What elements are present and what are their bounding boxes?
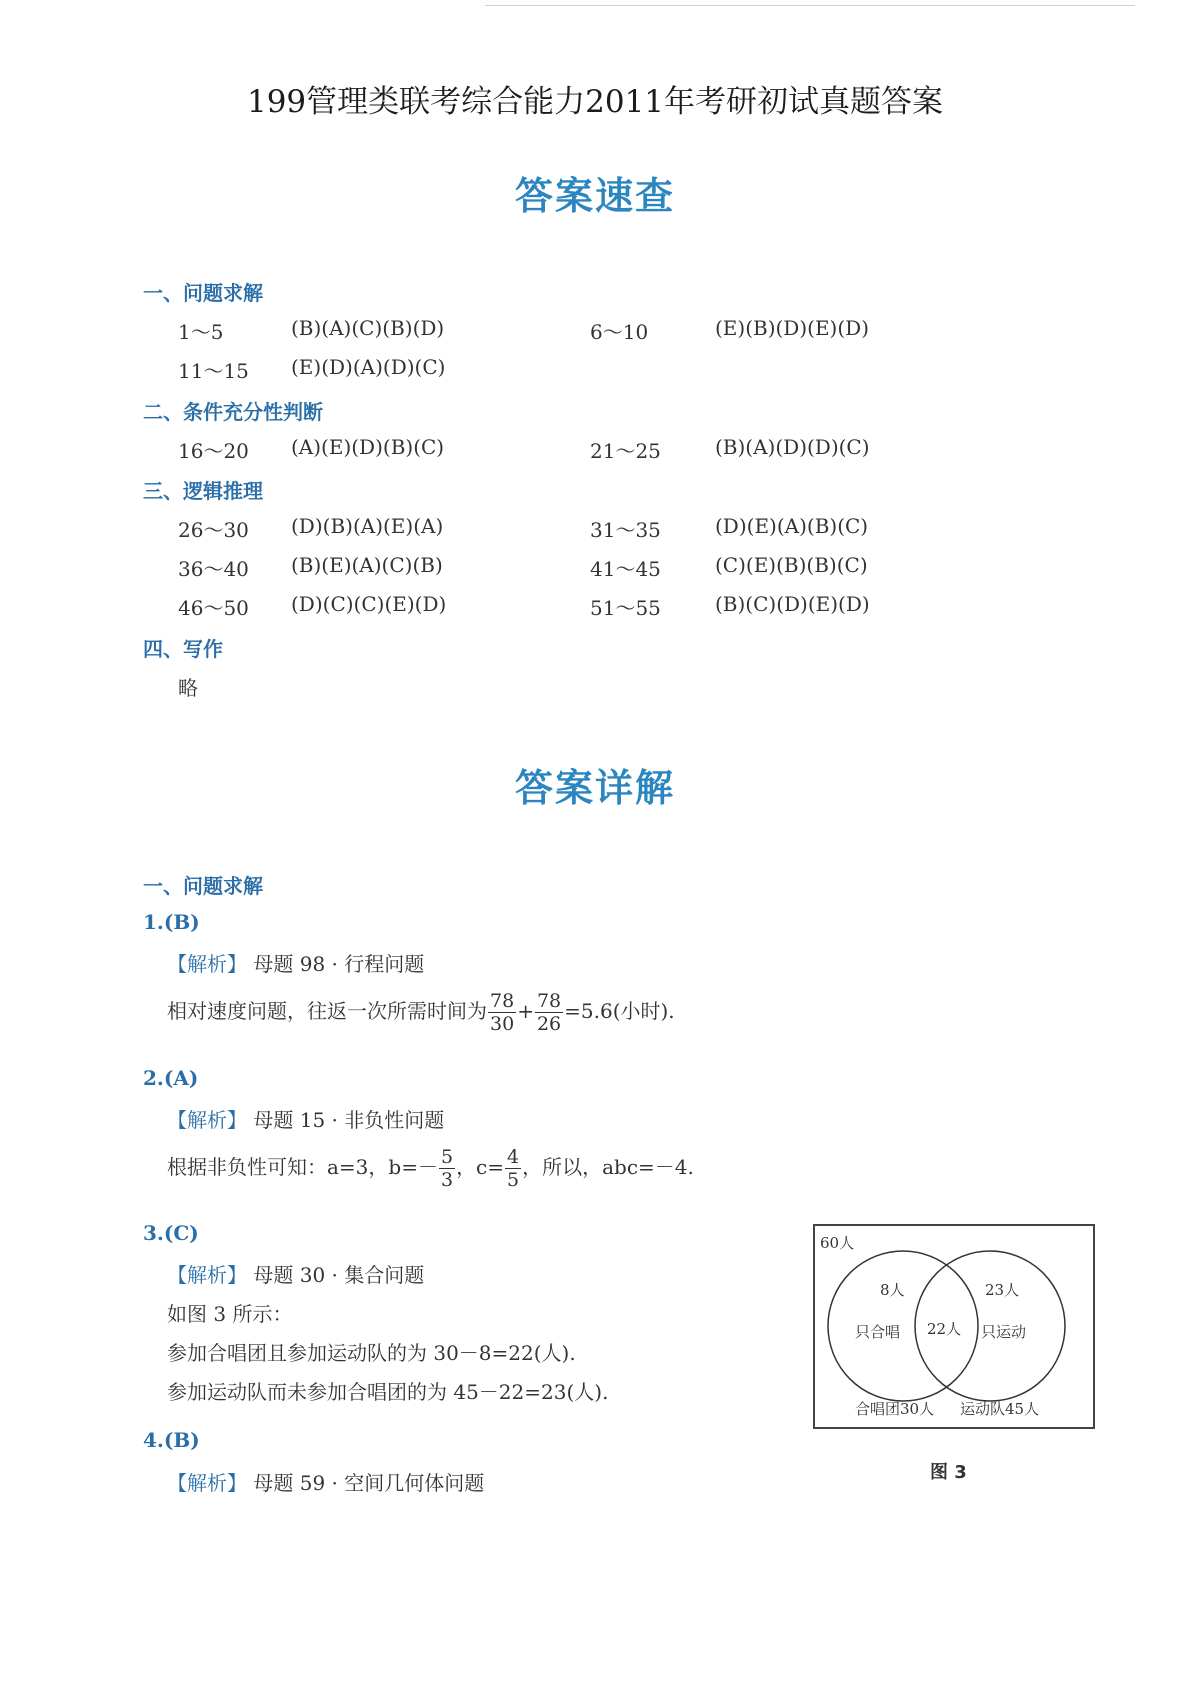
fraction: [535, 990, 563, 1035]
solution-text: 根据非负性可知：a=3，b=－: [167, 1155, 438, 1179]
range-label: 31～35: [590, 518, 661, 542]
question-4-number: 4.(B): [143, 1428, 200, 1452]
bracket-left: 【: [167, 1263, 187, 1287]
range-label: 1～5: [178, 320, 224, 344]
quick-section-3-title: 三、逻辑推理: [143, 479, 263, 503]
solution-text: ，c=: [456, 1155, 505, 1179]
range-label: 6～10: [590, 320, 649, 344]
denominator: 5: [507, 1169, 520, 1191]
analysis-word: 解析: [187, 1108, 227, 1132]
question-3-analysis-label: [167, 1259, 424, 1288]
answer-row: [715, 553, 868, 577]
answer-row: [291, 592, 446, 616]
numerator: 78: [490, 990, 515, 1012]
numerator: 78: [536, 990, 562, 1012]
range-label: 41～45: [590, 557, 661, 581]
venn-right-label: 只运动: [981, 1323, 1027, 1341]
solution-text: ，所以，abc=－4.: [522, 1155, 694, 1179]
analysis-topic: 母题 15 · 非负性问题: [253, 1108, 445, 1132]
analysis-topic: 母题 98 · 行程问题: [253, 952, 425, 976]
answer-row: [291, 514, 443, 538]
venn-left-count: 8人: [880, 1281, 905, 1299]
answers: (D)(E)(A)(B)(C): [715, 514, 869, 538]
range-label: 26～30: [178, 518, 249, 542]
solution-text: =5.6(小时).: [564, 999, 675, 1023]
range-label: 36～40: [178, 557, 249, 581]
answers: (B)(C)(D)(E)(D): [715, 592, 870, 616]
venn-intersection-label: 22人: [927, 1320, 962, 1338]
bracket-left: 【: [167, 1471, 187, 1495]
answer-row: [715, 514, 868, 538]
answer-row: [715, 592, 870, 616]
answers: (B)(A)(D)(D)(C): [715, 435, 870, 459]
writing-note: 略: [178, 676, 198, 700]
range-label: 46～50: [178, 596, 249, 620]
answers: (B)(A)(C)(B)(D): [291, 316, 445, 340]
question-3-line-3: 参加运动队而未参加合唱团的为 45－22=23(人).: [167, 1380, 609, 1404]
numerator: 5: [440, 1146, 454, 1168]
plus-sign: +: [517, 999, 534, 1023]
bracket-right: 】: [227, 1263, 247, 1287]
detailed-answers-title: 答案详解: [514, 766, 675, 810]
answer-row: [590, 316, 648, 345]
answers: (B)(E)(A)(C)(B): [291, 553, 443, 577]
range-label: 51～55: [590, 596, 661, 620]
document-title: 199管理类联考综合能力2011年考研初试真题答案: [246, 84, 944, 120]
denominator: 26: [536, 1013, 562, 1035]
answers: (C)(E)(B)(B)(C): [715, 553, 868, 577]
denominator: 30: [490, 1013, 515, 1035]
venn-choir-name: 合唱团30人: [855, 1400, 935, 1418]
question-3-line-1: 如图 3 所示：: [167, 1302, 293, 1326]
range-label: 21～25: [590, 439, 661, 463]
answer-row: [590, 514, 661, 543]
range-label: 16～20: [178, 439, 249, 463]
figure-caption: 图 3: [930, 1462, 967, 1483]
top-scan-line: [485, 5, 1135, 6]
answer-row: [715, 435, 870, 459]
fraction: [505, 1146, 521, 1191]
question-2-analysis-label: [167, 1104, 444, 1133]
answer-row: [291, 316, 444, 340]
bracket-left: 【: [167, 1108, 187, 1132]
question-3-number: 3.(C): [143, 1221, 199, 1245]
answer-row: [590, 592, 661, 621]
analysis-word: 解析: [187, 952, 227, 976]
analysis-topic: 母题 59 · 空间几何体问题: [253, 1471, 485, 1495]
answer-row: [178, 355, 249, 384]
question-4-analysis-label: [167, 1467, 484, 1496]
question-1-analysis-label: [167, 948, 424, 977]
question-3-line-2: 参加合唱团且参加运动队的为 30－8=22(人).: [167, 1341, 576, 1365]
question-1-number: 1.(B): [143, 910, 200, 934]
denominator: 3: [440, 1169, 454, 1191]
quick-section-2-title: 二、条件充分性判断: [143, 400, 323, 424]
quick-answers-title: 答案速查: [514, 174, 675, 218]
answer-row: [178, 514, 249, 543]
analysis-word: 解析: [187, 1263, 227, 1287]
venn-diagram: [815, 1226, 1093, 1427]
answers: (E)(D)(A)(D)(C): [291, 355, 446, 379]
question-2-number: 2.(A): [143, 1066, 199, 1090]
venn-left-label: 只合唱: [855, 1323, 901, 1341]
answer-row: [178, 553, 249, 582]
analysis-word: 解析: [187, 1471, 227, 1495]
venn-total-label: 60人: [820, 1234, 855, 1252]
venn-right-count: 23人: [985, 1281, 1020, 1299]
fraction: [488, 990, 516, 1035]
answer-row: [590, 435, 661, 464]
quick-section-4-title: 四、写作: [143, 637, 223, 661]
numerator: 4: [507, 1146, 520, 1168]
answer-row: [291, 435, 444, 459]
detail-section-title: 一、问题求解: [143, 874, 263, 898]
answer-row: [590, 553, 661, 582]
answer-row: [291, 553, 443, 577]
venn-sports-name: 运动队45人: [960, 1400, 1040, 1418]
bracket-right: 】: [227, 1108, 247, 1132]
answers: (A)(E)(D)(B)(C): [291, 435, 445, 459]
answers: (E)(B)(D)(E)(D): [715, 316, 869, 340]
venn-diagram-frame: [813, 1224, 1095, 1429]
solution-text: 相对速度问题，往返一次所需时间为: [167, 999, 487, 1023]
answer-row: [178, 592, 249, 621]
answers: (D)(C)(C)(E)(D): [291, 592, 447, 616]
answer-row: [178, 316, 223, 345]
bracket-right: 】: [227, 952, 247, 976]
answer-row: [715, 316, 869, 340]
bracket-right: 】: [227, 1471, 247, 1495]
answer-row: [291, 355, 445, 379]
answer-row: [178, 435, 249, 464]
fraction: [439, 1146, 455, 1191]
bracket-left: 【: [167, 952, 187, 976]
question-1-solution: [167, 990, 675, 1035]
analysis-topic: 母题 30 · 集合问题: [253, 1263, 425, 1287]
question-2-solution: [167, 1146, 694, 1191]
quick-section-1-title: 一、问题求解: [143, 281, 263, 305]
answers: (D)(B)(A)(E)(A): [291, 514, 444, 538]
range-label: 11～15: [178, 359, 249, 383]
